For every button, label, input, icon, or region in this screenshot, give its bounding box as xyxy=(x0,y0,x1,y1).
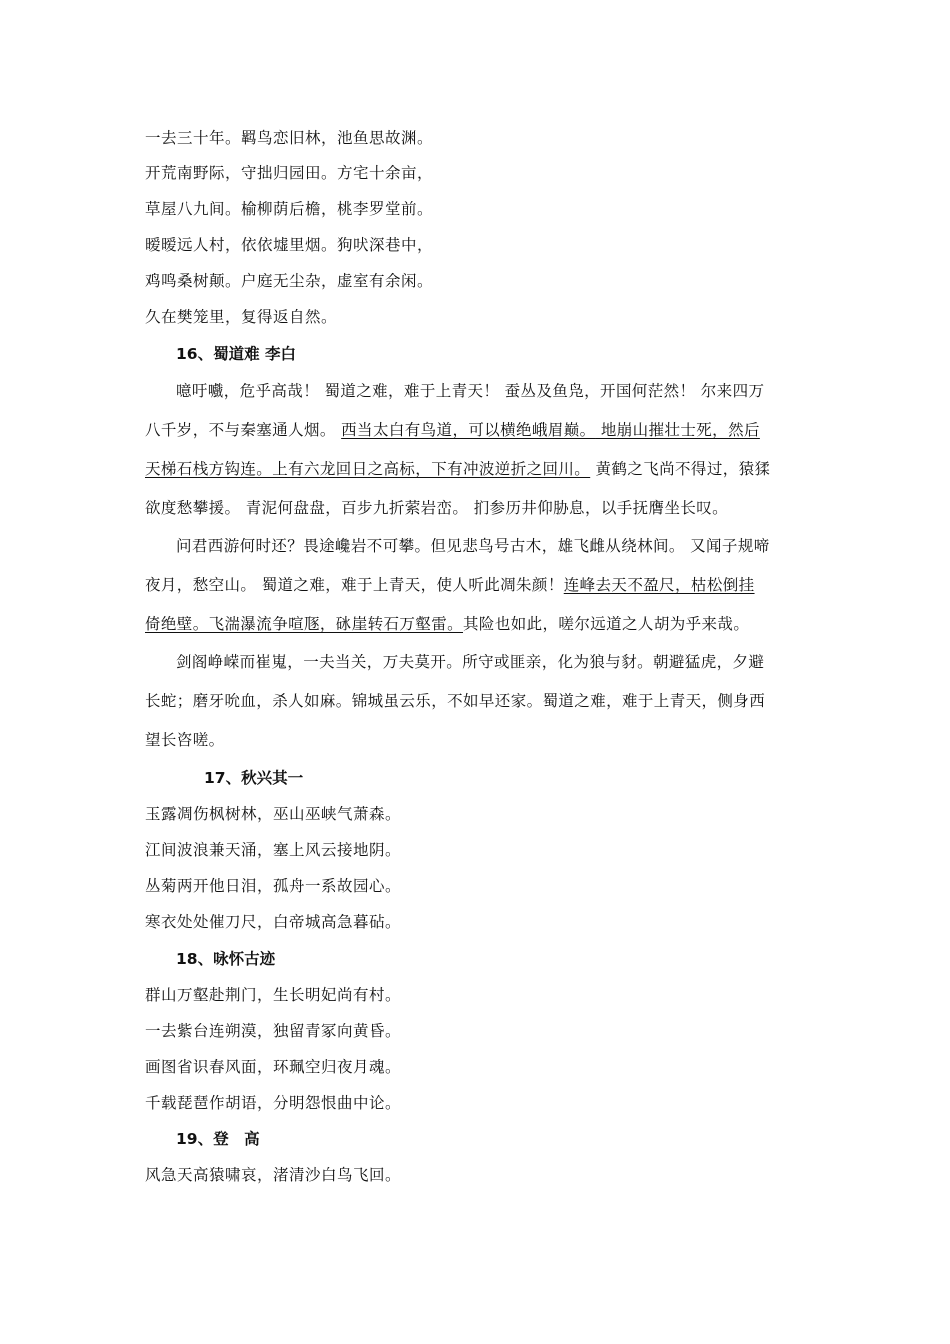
underlined-text: 地崩山摧壮士死，然后 xyxy=(595,421,760,439)
prose-text: 其险也如此，嗟尔远道之人胡为乎来哉。 xyxy=(463,615,750,633)
prose-line xyxy=(145,420,807,440)
prose-text: 剑阁峥嵘而崔嵬，一夫当关，万夫莫开。所守或匪亲，化为狼与豺。朝避猛虎，夕避 xyxy=(176,653,765,671)
prose-line xyxy=(176,536,838,556)
prose-text: 噫吁嚱，危乎高哉！ 蜀道之难，难于上青天！ 蚕丛及鱼凫，开国何茫然！ 尔来四万 xyxy=(176,382,765,400)
poem-line: 暧暧远人村，依依墟里烟。狗吠深巷中， xyxy=(145,236,434,254)
poem-line: 画图省识春风面，环珮空归夜月魂。 xyxy=(145,1058,402,1076)
poem-line: 千载琵琶作胡语，分明怨恨曲中论。 xyxy=(145,1094,402,1112)
prose-line xyxy=(145,459,807,479)
underlined-text: 西当太白有鸟道，可以横绝峨眉巅。 xyxy=(341,421,596,439)
prose-text: 夜月，愁空山。 蜀道之难，难于上青天，使人听此凋朱颜！ xyxy=(145,576,564,594)
poem-line: 草屋八九间。榆柳荫后檐，桃李罗堂前。 xyxy=(145,200,434,218)
poem-line: 一去三十年。羁鸟恋旧林，池鱼思故渊。 xyxy=(145,129,434,147)
poem-line: 开荒南野际，守拙归园田。方宅十余亩， xyxy=(145,164,434,182)
prose-text: 望长咨嗟。 xyxy=(145,731,225,749)
prose-text: 欲度愁攀援。 青泥何盘盘，百步九折萦岩峦。 扪参历井仰胁息，以手抚膺坐长叹。 xyxy=(145,499,729,517)
section-heading: 18、咏怀古迹 xyxy=(176,950,276,968)
prose-line xyxy=(145,730,807,750)
poem-line: 寒衣处处催刀尺，白帝城高急暮砧。 xyxy=(145,913,402,931)
prose-line xyxy=(145,691,807,711)
prose-line xyxy=(145,575,807,595)
poem-line: 江间波浪兼天涌，塞上风云接地阴。 xyxy=(145,841,402,859)
poem-line: 久在樊笼里，复得返自然。 xyxy=(145,308,338,326)
section-heading: 16、蜀道难 李白 xyxy=(176,345,296,363)
underlined-text: 连峰去天不盈尺，枯松倒挂 xyxy=(563,576,755,594)
section-heading: 19、登 高 xyxy=(176,1130,260,1148)
prose-text: 问君西游何时还？畏途巉岩不可攀。但见悲鸟号古木，雄飞雌从绕林间。 又闻子规啼 xyxy=(176,537,770,555)
poem-line: 一去紫台连朔漠，独留青冢向黄昏。 xyxy=(145,1022,402,1040)
prose-text: 黄鹤之飞尚不得过，猿猱 xyxy=(590,460,771,478)
prose-line xyxy=(145,614,807,634)
prose-line xyxy=(176,652,838,672)
underlined-text: 倚绝壁。飞湍瀑流争喧豗，砯崖转石万壑雷。 xyxy=(145,615,464,633)
poem-line: 风急天高猿啸哀，渚清沙白鸟飞回。 xyxy=(145,1166,402,1184)
prose-text: 长蛇；磨牙吮血，杀人如麻。锦城虽云乐，不如早还家。蜀道之难，难于上青天，侧身西 xyxy=(145,692,766,710)
section-heading: 17、秋兴其一 xyxy=(204,769,304,787)
prose-line xyxy=(145,498,807,518)
poem-line: 丛菊两开他日泪，孤舟一系故园心。 xyxy=(145,877,402,895)
poem-line: 玉露凋伤枫树林，巫山巫峡气萧森。 xyxy=(145,805,402,823)
poem-line: 群山万壑赴荆门，生长明妃尚有村。 xyxy=(145,986,402,1004)
underlined-text: 天梯石栈方钩连。上有六龙回日之高标，下有冲波逆折之回川。 xyxy=(145,460,591,478)
poem-line: 鸡鸣桑树颠。户庭无尘杂，虚室有余闲。 xyxy=(145,272,434,290)
prose-line xyxy=(176,381,838,401)
prose-text: 八千岁，不与秦塞通人烟。 xyxy=(145,421,342,439)
